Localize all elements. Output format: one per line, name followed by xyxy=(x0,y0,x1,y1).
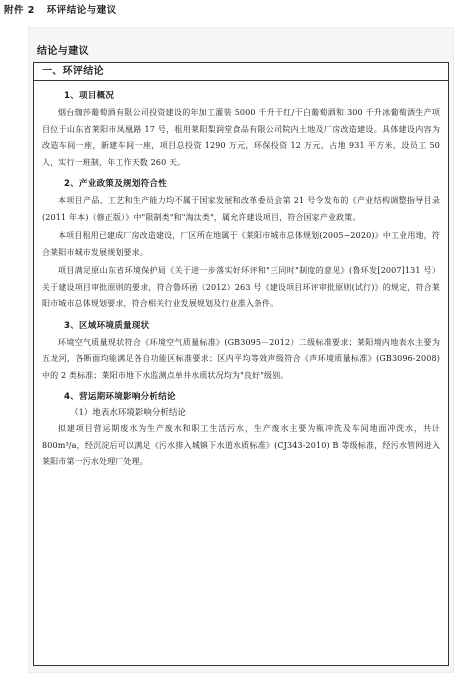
attachment-title: 环评结论与建议 xyxy=(46,5,117,16)
box-content xyxy=(34,81,448,471)
paragraph-environment-quality: 环境空气质量现状符合《环境空气质量标准》(GB3095－2012）二级标准要求；莱阳境内地表水主要为五龙河，各断面均能满足各自功能区标准要求；区内平均等效声级符合《声环境质量标准》(GB3096-2008) 中的 2 类标准；莱阳市地下水监测点单井水质状况均为"良好"级别。 xyxy=(42,337,440,380)
box-title: 一、环评结论 xyxy=(34,63,448,81)
heading-project-overview: 1、项目概况 xyxy=(64,91,115,101)
attachment-header xyxy=(4,2,117,16)
heading-environment-quality: 3、区域环境质量现状 xyxy=(64,320,150,331)
paragraph-surface-water: 拟建项目营运期废水为生产废水和职工生活污水，生产废水主要为瓶冲洗及车间地面冲洗水，共计 800m³/a，经沉淀后可以满足《污水排入城镇下水道水质标准》(CJ343-2010) B 等级标准，经污水管网进入莱阳市第一污水处理厂处理。 xyxy=(42,424,440,466)
attachment-label: 附件 2 xyxy=(4,5,35,16)
document-page xyxy=(29,28,453,672)
heading-policy-compliance: 2、产业政策及规划符合性 xyxy=(64,179,168,189)
section-title: 结论与建议 xyxy=(37,46,89,57)
conclusion-box xyxy=(33,62,449,666)
paragraph-approval-principles: 项目满足原山东省环境保护局《关于进一步落实好环评和"三同时"制度的意见》(鲁环发[2007]131 号）关于建设项目审批原则的要求，符合鲁环函（2012）263 号《建设项目环评审批原则(试行)》的规定，符合莱阳市城市总体规划要求，符合相关行业发展规划及行业准入条件。 xyxy=(42,266,440,308)
paragraph-industry-policy: 本项目产品、工艺和生产能力均不属于国家发展和改革委员会第 21 号令发布的《产业结构调整指导目录(2011 年本)（修正版）》中"限制类"和"淘汰类"，属允许建设项目，符合国家产业政策。 xyxy=(42,196,440,222)
paragraph-urban-planning: 本项目租用已建成厂房改造建设，厂区所在地属于《莱阳市城市总体规划(2005~2020)》中工业用地，符合莱阳市城市发展规划要求。 xyxy=(42,231,440,257)
paragraph-project-overview: 烟台珈莎葡萄酒有限公司投资建设的年加工灌装 5000 千升干红/干白葡萄酒和 300 千升冰葡萄酒生产项目位于山东省莱阳市凤凰路 17 号，租用莱阳梨润堂食品有限公司院内土地及厂房改造建设。具体建设内容为改造车间一座，新建车间一座，项目总投资 1290 万元，环保投资 12 万元，占地 931 平方米，设员工 50 人，实行一班制，年工作天数 260 天。 xyxy=(42,108,440,167)
subheading-surface-water: （1）地表水环境影响分析结论 xyxy=(70,408,186,418)
heading-impact-analysis: 4、营运期环境影响分析结论 xyxy=(64,392,176,402)
